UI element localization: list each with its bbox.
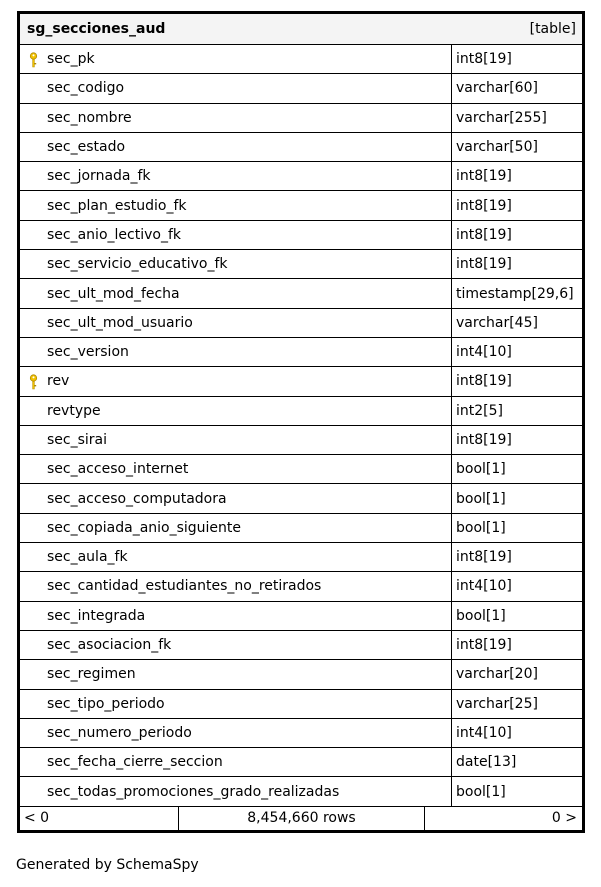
column-row[interactable] xyxy=(20,514,582,543)
column-type: int8[19] xyxy=(456,432,512,448)
column-row[interactable] xyxy=(20,309,582,338)
column-name: sec_jornada_fk xyxy=(47,168,151,185)
column-type: bool[1] xyxy=(456,490,506,507)
column-name: sec_ult_mod_fecha xyxy=(47,285,180,302)
column-row[interactable] xyxy=(20,45,582,74)
column-name-cell xyxy=(20,572,452,600)
column-list xyxy=(20,45,582,807)
column-name: sec_acceso_computadora xyxy=(47,490,227,507)
column-name-cell xyxy=(20,602,452,630)
child-count[interactable]: 0 > xyxy=(551,810,577,827)
table-header xyxy=(20,14,582,45)
column-row[interactable] xyxy=(20,690,582,719)
column-type: timestamp[29,6] xyxy=(456,285,574,302)
column-row[interactable] xyxy=(20,279,582,308)
column-type: int8[19] xyxy=(456,51,512,68)
column-name-cell xyxy=(20,748,452,776)
column-name-cell xyxy=(20,397,452,425)
column-type: int8[19] xyxy=(456,549,512,566)
column-name: sec_fecha_cierre_seccion xyxy=(47,754,223,771)
table-title: sg_secciones_aud xyxy=(27,21,166,37)
column-row[interactable] xyxy=(20,250,582,279)
column-name-cell xyxy=(20,279,452,307)
column-name-cell xyxy=(20,426,452,454)
column-row[interactable] xyxy=(20,338,582,367)
column-type: int8[19] xyxy=(456,226,512,243)
column-row[interactable] xyxy=(20,777,582,806)
table-node[interactable] xyxy=(17,11,585,833)
generated-by-label: Generated by SchemaSpy xyxy=(16,857,199,873)
column-type: int2[5] xyxy=(456,402,503,419)
column-name: sec_cantidad_estudiantes_no_retirados xyxy=(47,578,322,595)
column-row[interactable] xyxy=(20,397,582,426)
column-name: sec_version xyxy=(47,344,129,361)
column-name: sec_plan_estudio_fk xyxy=(47,197,187,214)
column-name: sec_estado xyxy=(47,139,126,156)
column-type: int4[10] xyxy=(456,578,512,595)
column-name: sec_numero_periodo xyxy=(47,724,192,741)
column-name: sec_anio_lectivo_fk xyxy=(47,226,181,243)
column-name-cell xyxy=(20,45,452,73)
column-row[interactable] xyxy=(20,426,582,455)
key-icon xyxy=(29,374,38,390)
column-type: int4[10] xyxy=(456,344,512,361)
column-name: sec_tipo_periodo xyxy=(47,695,165,712)
column-name-cell xyxy=(20,777,452,805)
column-name: rev xyxy=(47,373,70,390)
column-name-cell xyxy=(20,719,452,747)
column-name-cell xyxy=(20,631,452,659)
column-row[interactable] xyxy=(20,660,582,689)
column-type: bool[1] xyxy=(456,461,506,478)
column-row[interactable] xyxy=(20,602,582,631)
column-name-cell xyxy=(20,104,452,132)
column-row[interactable] xyxy=(20,455,582,484)
column-name-cell xyxy=(20,660,452,688)
column-name: sec_servicio_educativo_fk xyxy=(47,256,228,273)
column-row[interactable] xyxy=(20,631,582,660)
column-type: int8[19] xyxy=(456,256,512,273)
column-name-cell xyxy=(20,367,452,395)
column-name: sec_regimen xyxy=(47,666,136,683)
column-name-cell xyxy=(20,191,452,219)
column-name: sec_copiada_anio_siguiente xyxy=(47,519,242,536)
column-type: bool[1] xyxy=(456,607,506,624)
table-footer xyxy=(20,807,582,830)
column-name: sec_aula_fk xyxy=(47,549,128,566)
column-row[interactable] xyxy=(20,74,582,103)
column-row[interactable] xyxy=(20,543,582,572)
column-type: int8[19] xyxy=(456,197,512,214)
column-row[interactable] xyxy=(20,162,582,191)
column-row[interactable] xyxy=(20,221,582,250)
column-type: int4[10] xyxy=(456,724,512,741)
column-row[interactable] xyxy=(20,133,582,162)
column-name-cell xyxy=(20,74,452,102)
table-kind: [table] xyxy=(529,21,576,37)
column-type: int8[19] xyxy=(456,168,512,185)
column-type: bool[1] xyxy=(456,783,506,800)
column-type: varchar[255] xyxy=(456,109,547,126)
column-name-cell xyxy=(20,221,452,249)
column-name: sec_nombre xyxy=(47,109,132,126)
column-type: varchar[20] xyxy=(456,666,538,683)
column-name: sec_integrada xyxy=(47,607,146,624)
column-name: sec_acceso_internet xyxy=(47,461,189,478)
column-row[interactable] xyxy=(20,748,582,777)
column-name: sec_codigo xyxy=(47,80,125,97)
column-type: varchar[60] xyxy=(456,80,538,97)
column-name: sec_ult_mod_usuario xyxy=(47,314,193,331)
column-type: int8[19] xyxy=(456,637,512,654)
column-row[interactable] xyxy=(20,191,582,220)
parent-count[interactable]: < 0 xyxy=(20,807,179,830)
column-row[interactable] xyxy=(20,572,582,601)
column-type: bool[1] xyxy=(456,519,506,536)
column-type: varchar[25] xyxy=(456,695,538,712)
column-name-cell xyxy=(20,543,452,571)
column-name: sec_pk xyxy=(47,51,95,68)
key-icon xyxy=(29,52,38,68)
column-name: sec_todas_promociones_grado_realizadas xyxy=(47,783,340,800)
column-name: sec_asociacion_fk xyxy=(47,637,172,654)
column-name-cell xyxy=(20,690,452,718)
column-row[interactable] xyxy=(20,367,582,396)
column-name: sec_sirai xyxy=(47,432,108,448)
column-name-cell xyxy=(20,162,452,190)
column-name-cell xyxy=(20,455,452,483)
row-count: 8,454,660 rows xyxy=(179,807,425,830)
column-name-cell xyxy=(20,250,452,278)
column-type: date[13] xyxy=(456,754,517,771)
column-name-cell xyxy=(20,514,452,542)
column-row[interactable] xyxy=(20,484,582,513)
column-row[interactable] xyxy=(20,719,582,748)
column-row[interactable] xyxy=(20,104,582,133)
column-name-cell xyxy=(20,338,452,366)
column-type: varchar[50] xyxy=(456,139,538,156)
column-name-cell xyxy=(20,484,452,512)
column-name-cell xyxy=(20,133,452,161)
column-name: revtype xyxy=(47,402,101,419)
column-type: varchar[45] xyxy=(456,314,538,331)
column-name-cell xyxy=(20,309,452,337)
column-type: int8[19] xyxy=(456,373,512,390)
